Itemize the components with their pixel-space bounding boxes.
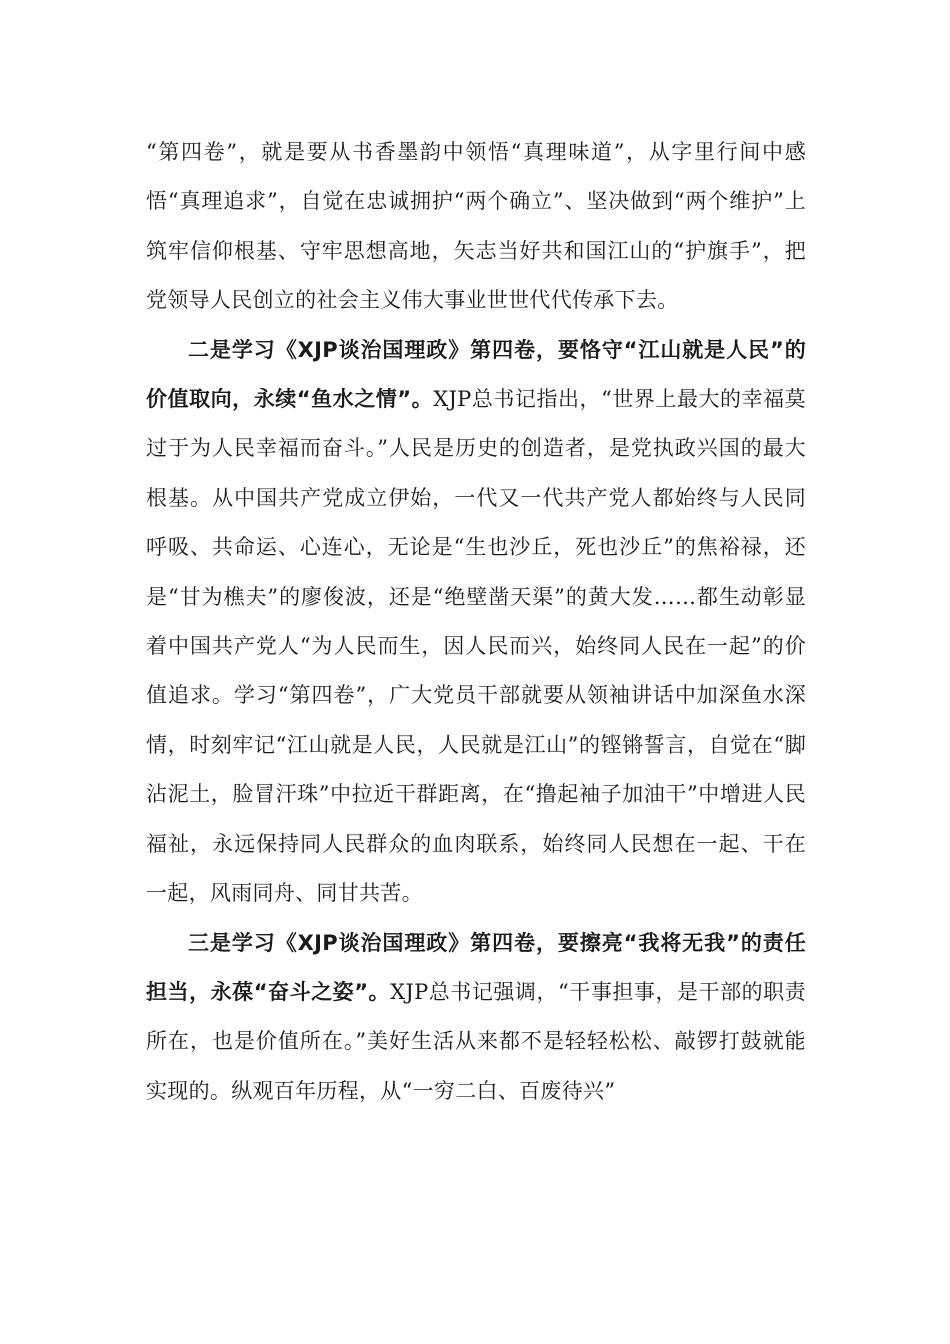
paragraph-continuation (146, 128, 806, 326)
paragraph-text: “第四卷”，就是要从书香墨韵中领悟“真理味道”，从字里行间中感悟“真理追求”，自觉在忠诚拥护“两个确立”、坚决做到“两个维护”上筑牢信仰根基、守牢思想高地，矢志当好共和国江山的“护旗手”，把党领导人民创立的社会主义伟大事业世世代代传承下去。 (146, 140, 806, 313)
document-body (146, 128, 806, 1116)
paragraph-point-three (146, 919, 806, 1117)
paragraph-text: XJP总书记强调，“干事担事，是干部的职责所在，也是价值所在。”美好生活从来都不是轻轻松松、敲锣打鼓就能实现的。纵观百年历程，从“一穷二白、百废待兴” (146, 979, 806, 1103)
paragraph-point-two (146, 326, 806, 919)
paragraph-lead-heading: 二是学习《XJP谈治国理政》第四卷，要恪守“江山就是人民”的价值取向，永续“鱼水之情”。 (146, 337, 806, 412)
paragraph-text: XJP总书记指出，“世界上最大的幸福莫过于为人民幸福而奋斗。”人民是历史的创造者，是党执政兴国的最大根基。从中国共产党成立伊始，一代又一代共产党人都始终与人民同呼吸、共命运、心连心，无论是“生也沙丘，死也沙丘”的焦裕禄，还是“甘为樵夫”的廖俊波，还是“绝壁凿天渠”的黄大发……都生动彰显着中国共产党人“为人民而生，因人民而兴，始终同人民在一起”的价值追求。学习“第四卷”，广大党员干部就要从领袖讲话中加深鱼水深情，时刻牢记“江山就是人民，人民就是江山”的铿锵誓言，自觉在“脚沾泥土，脸冒汗珠”中拉近干群距离，在“撸起袖子加油干”中增进人民福祉，永远保持同人民群众的血肉联系，始终同人民想在一起、干在一起，风雨同舟、同甘共苦。 (146, 387, 806, 906)
paragraph-lead-heading: 三是学习《XJP谈治国理政》第四卷，要擦亮“我将无我”的责任担当，永葆“奋斗之姿”。 (146, 930, 806, 1004)
